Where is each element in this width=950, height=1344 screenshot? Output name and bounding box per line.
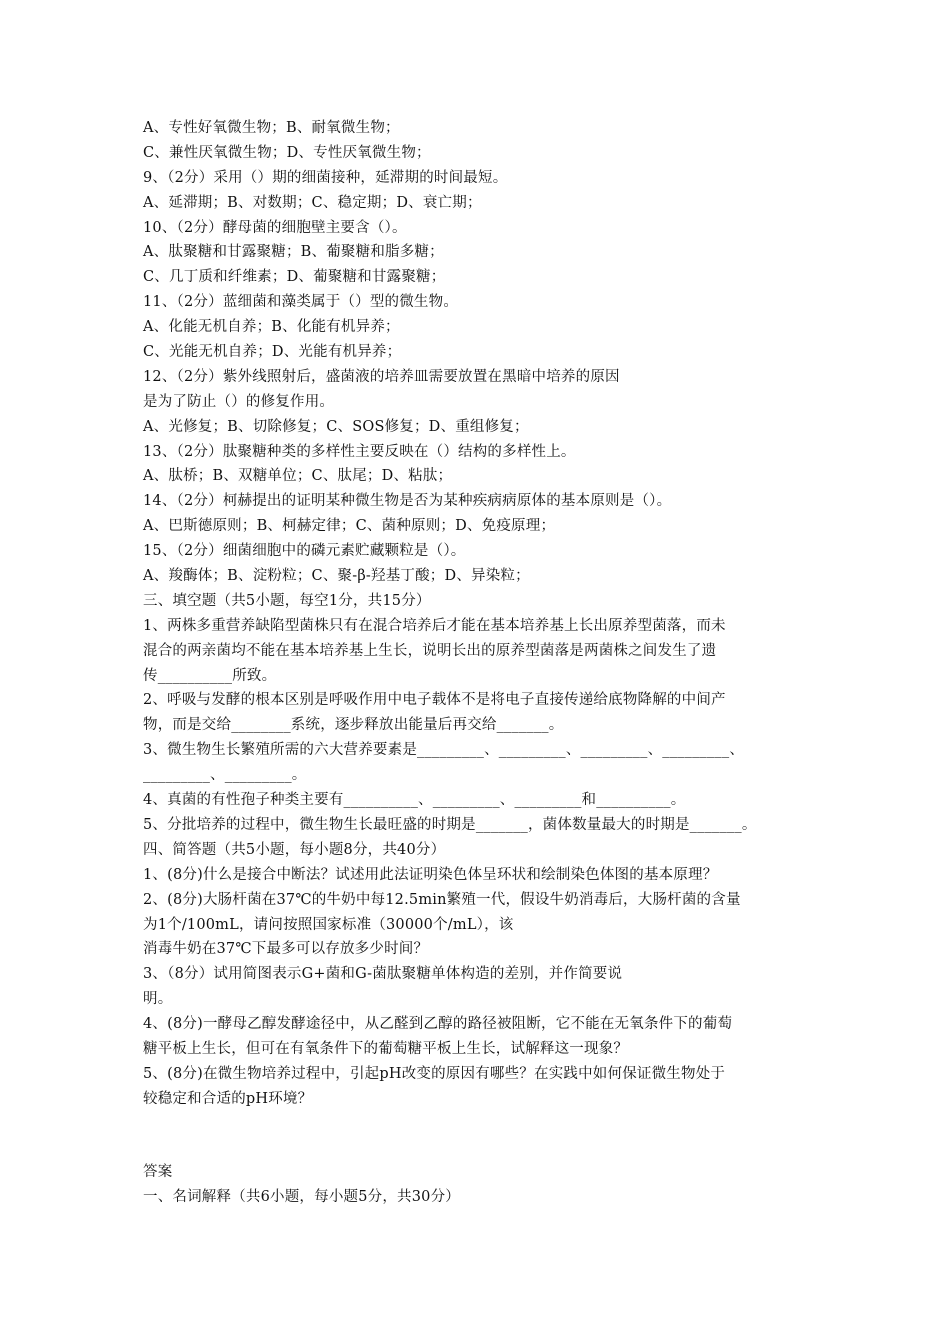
question-15-stem: 15、（2分）细菌细胞中的磷元素贮藏颗粒是（）。: [143, 543, 466, 560]
short-question-5: 5、(8分)在微生物培养过程中，引起pH改变的原因有哪些？在实践中如何保证微生物处于: [143, 1065, 726, 1082]
question-12-stem: 是为了防止（）的修复作用。: [143, 393, 335, 410]
fill-question-3: 3、微生物生长繁殖所需的六大营养要素是_________、_________、_________、_________、: [143, 742, 745, 759]
short-question-4: 糖平板上生长，但可在有氧条件下的葡萄糖平板上生长，试解释这一现象？: [143, 1040, 629, 1057]
short-question-5: 较稳定和合适的pH环境？: [143, 1090, 313, 1107]
fill-question-2: 2、呼吸与发酵的根本区别是呼吸作用中电子载体不是将电子直接传递给底物降解的中间产: [143, 692, 726, 709]
question-9-stem: 9、（2分）采用（）期的细菌接种，延滞期的时间最短。: [143, 169, 508, 186]
fill-question-1: 传__________所致。: [143, 667, 277, 684]
question-13-options: A、肽桥；B、双糖单位；C、肽尾；D、粘肽；: [143, 468, 453, 485]
spacer: [143, 1112, 823, 1160]
answers-title: 答案: [143, 1163, 173, 1180]
short-question-2: 消毒牛奶在37℃下最多可以存放多少时间？: [143, 941, 429, 958]
short-question-2: 2、(8分)大肠杆菌在37℃的牛奶中每12.5min繁殖一代，假设牛奶消毒后，大肠杆菌的含量: [143, 891, 741, 908]
fill-question-2: 物，而是交给________系统，逐步释放出能量后再交给_______。: [143, 717, 564, 734]
option-line: C、兼性厌氧微生物；D、专性厌氧微生物；: [143, 144, 431, 161]
question-13-stem: 13、（2分）肽聚糖种类的多样性主要反映在（）结构的多样性上。: [143, 443, 576, 460]
question-12-stem: 12、（2分）紫外线照射后，盛菌液的培养皿需要放置在黑暗中培养的原因: [143, 368, 620, 385]
question-9-options: A、延滞期；B、对数期；C、稳定期；D、衰亡期；: [143, 194, 482, 211]
question-10-stem: 10、（2分）酵母菌的细胞壁主要含（）。: [143, 219, 407, 236]
question-10-options: C、几丁质和纤维素；D、葡聚糖和甘露聚糖；: [143, 269, 446, 286]
question-10-options: A、肽聚糖和甘露聚糖；B、葡聚糖和脂多糖；: [143, 244, 444, 261]
short-question-2: 为1个/100mL，请问按照国家标准（30000个/mL），该: [143, 916, 514, 933]
question-11-options: C、光能无机自养；D、光能有机异养；: [143, 344, 402, 361]
fill-question-3: _________、_________。: [143, 767, 307, 784]
question-14-stem: 14、（2分）柯赫提出的证明某种微生物是否为某种疾病病原体的基本原则是（）。: [143, 493, 672, 510]
short-question-1: 1、(8分)什么是接合中断法？试述用此法证明染色体呈环状和绘制染色体图的基本原理？: [143, 866, 718, 883]
question-11-stem: 11、（2分）蓝细菌和藻类属于（）型的微生物。: [143, 294, 459, 311]
question-15-options: A、羧酶体；B、淀粉粒；C、聚-β-羟基丁酸；D、异染粒；: [143, 568, 530, 585]
fill-question-5: 5、分批培养的过程中，微生物生长最旺盛的时期是_______，菌体数量最大的时期是_______。: [143, 816, 757, 833]
fill-section-heading: 三、填空题（共5小题，每空1分，共15分）: [143, 592, 431, 609]
document-body: [143, 116, 823, 1209]
short-question-3: 明。: [143, 991, 173, 1008]
short-question-3: 3、（8分）试用简图表示G+菌和G-菌肽聚糖单体构造的差别，并作简要说: [143, 966, 623, 983]
question-11-options: A、化能无机自养；B、化能有机异养；: [143, 319, 400, 336]
fill-question-1: 1、两株多重营养缺陷型菌株只有在混合培养后才能在基本培养基上长出原养型菌落，而未: [143, 617, 726, 634]
short-section-heading: 四、简答题（共5小题，每小题8分，共40分）: [143, 841, 446, 858]
short-question-4: 4、(8分)一酵母乙醇发酵途径中，从乙醛到乙醇的路径被阻断，它不能在无氧条件下的葡萄: [143, 1016, 733, 1033]
question-12-options: A、光修复；B、切除修复；C、SOS修复；D、重组修复；: [143, 418, 529, 435]
answers-section-heading: 一、名词解释（共6小题，每小题5分，共30分）: [143, 1188, 460, 1205]
fill-question-1: 混合的两亲菌均不能在基本培养基上生长，说明长出的原养型菌落是两菌株之间发生了遗: [143, 642, 717, 659]
option-line: A、专性好氧微生物；B、耐氧微生物；: [143, 120, 400, 136]
fill-question-4: 4、真菌的有性孢子种类主要有__________、_________、_________和__________。: [143, 792, 686, 809]
question-14-options: A、巴斯德原则；B、柯赫定律；C、菌种原则；D、免疫原理；: [143, 518, 556, 535]
